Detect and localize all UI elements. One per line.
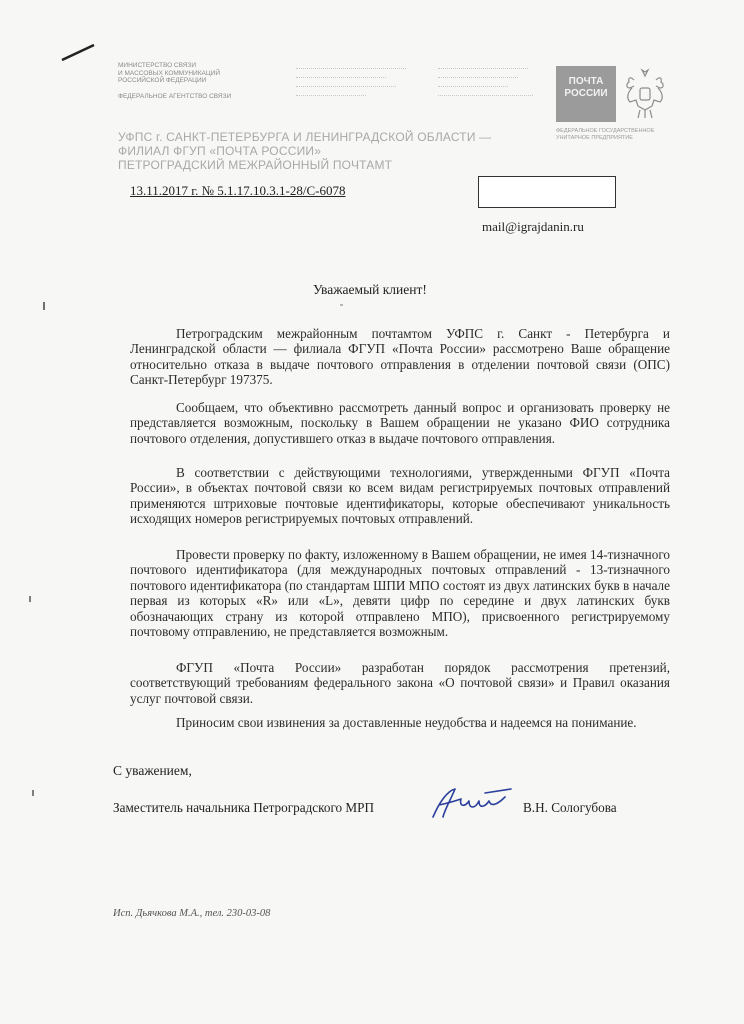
branch-line: ФИЛИАЛ ФГУП «ПОЧТА РОССИИ» bbox=[118, 144, 322, 158]
ministry-line: И МАССОВЫХ КОММУНИКАЦИЙ bbox=[118, 69, 220, 77]
branch-line: УФПС г. САНКТ-ПЕТЕРБУРГА И ЛЕНИНГРАДСКОЙ ОБЛАСТИ — bbox=[118, 130, 492, 144]
recipient-email: mail@igrajdanin.ru bbox=[482, 219, 584, 234]
redacted-recipient-box bbox=[478, 176, 616, 208]
double-headed-eagle-icon bbox=[622, 66, 668, 122]
ministry-line: РОССИЙСКОЙ ФЕДЕРАЦИИ bbox=[118, 77, 207, 84]
ministry-block bbox=[118, 62, 288, 100]
pochta-rossii-logo bbox=[556, 66, 616, 122]
agency-name: ФЕДЕРАЛЬНОЕ АГЕНТСТВО СВЯЗИ bbox=[118, 92, 232, 100]
logo-caption: ФЕДЕРАЛЬНОЕ ГОСУДАРСТВЕННОЕ УНИТАРНОЕ ПРЕДПРИЯТИЕ bbox=[556, 128, 655, 141]
body-paragraph: Приносим свои извинения за доставленные неудобства и надеемся на понимание. bbox=[176, 715, 637, 730]
executor-note: Исп. Дьячкова М.А., тел. 230-03-08 bbox=[113, 908, 271, 919]
reference-number: 13.11.2017 г. № 5.1.17.10.3.1-28/С-6078 bbox=[130, 183, 346, 198]
signer-name: В.Н. Сологубова bbox=[523, 800, 617, 815]
salutation: Уважаемый клиент! bbox=[313, 282, 427, 297]
body-paragraph: В соответствии с действующими технологиями, утвержденными ФГУП «Почта России», в объектах почтовой связи ко всем видам регистрируемых почтовых отправлений применяются штриховые почтовые идентификаторы, которые обеспечивают уникальность исходящих номеров регистрируемых почтовых отправлений. bbox=[130, 465, 670, 527]
logo-text: РОССИИ bbox=[564, 88, 608, 99]
branch-name bbox=[118, 130, 558, 172]
logo-text: ПОЧТА bbox=[568, 76, 604, 87]
ministry-line: МИНИСТЕРСТВО СВЯЗИ bbox=[118, 62, 197, 69]
body-paragraph: Сообщаем, что объективно рассмотреть данный вопрос и организовать проверку не представляется возможным, поскольку в Вашем обращении не указано ФИО сотрудника почтового отделения, допустившего отказ в выдаче почтового отправления. bbox=[130, 400, 670, 446]
body-paragraph: Провести проверку по факту, изложенному в Вашем обращении, не имея 14-тизначного почтового идентификатора (для международных почтовых отправлений - 13-тизначного почтового идентификатора (по стандартам ШПИ МПО состоят из двух латинских букв в начале первая из которых «R» или «L», девяти цифр по середине и двух латинских букв обозначающих страну из которой отправлено МПО), присвоенного регистрируемому почтовому отправлению, не представляется возможным. bbox=[130, 547, 670, 640]
registration-block-faded bbox=[438, 68, 548, 99]
branch-line: ПЕТРОГРАДСКИЙ МЕЖРАЙОННЫЙ ПОЧТАМТ bbox=[118, 158, 393, 172]
address-block-faded bbox=[296, 68, 426, 99]
handwritten-signature bbox=[425, 783, 517, 823]
body-paragraph: Петроградским межрайонным почтамтом УФПС г. Санкт - Петербурга и Ленинградской области — филиала ФГУП «Почта России» рассмотрено Ваше обращение относительно отказа в выдаче почтового отправления в отделении почтовой связи (ОПС) Санкт-Петербург 197375. bbox=[130, 326, 670, 388]
body-paragraph: ФГУП «Почта России» разработан порядок рассмотрения претензий, соответствующий требованиям федерального закона «О почтовой связи» и Правил оказания услуг почтовой связи. bbox=[130, 660, 670, 706]
closing: С уважением, bbox=[113, 763, 192, 778]
signer-title: Заместитель начальника Петроградского МРП bbox=[113, 800, 375, 815]
